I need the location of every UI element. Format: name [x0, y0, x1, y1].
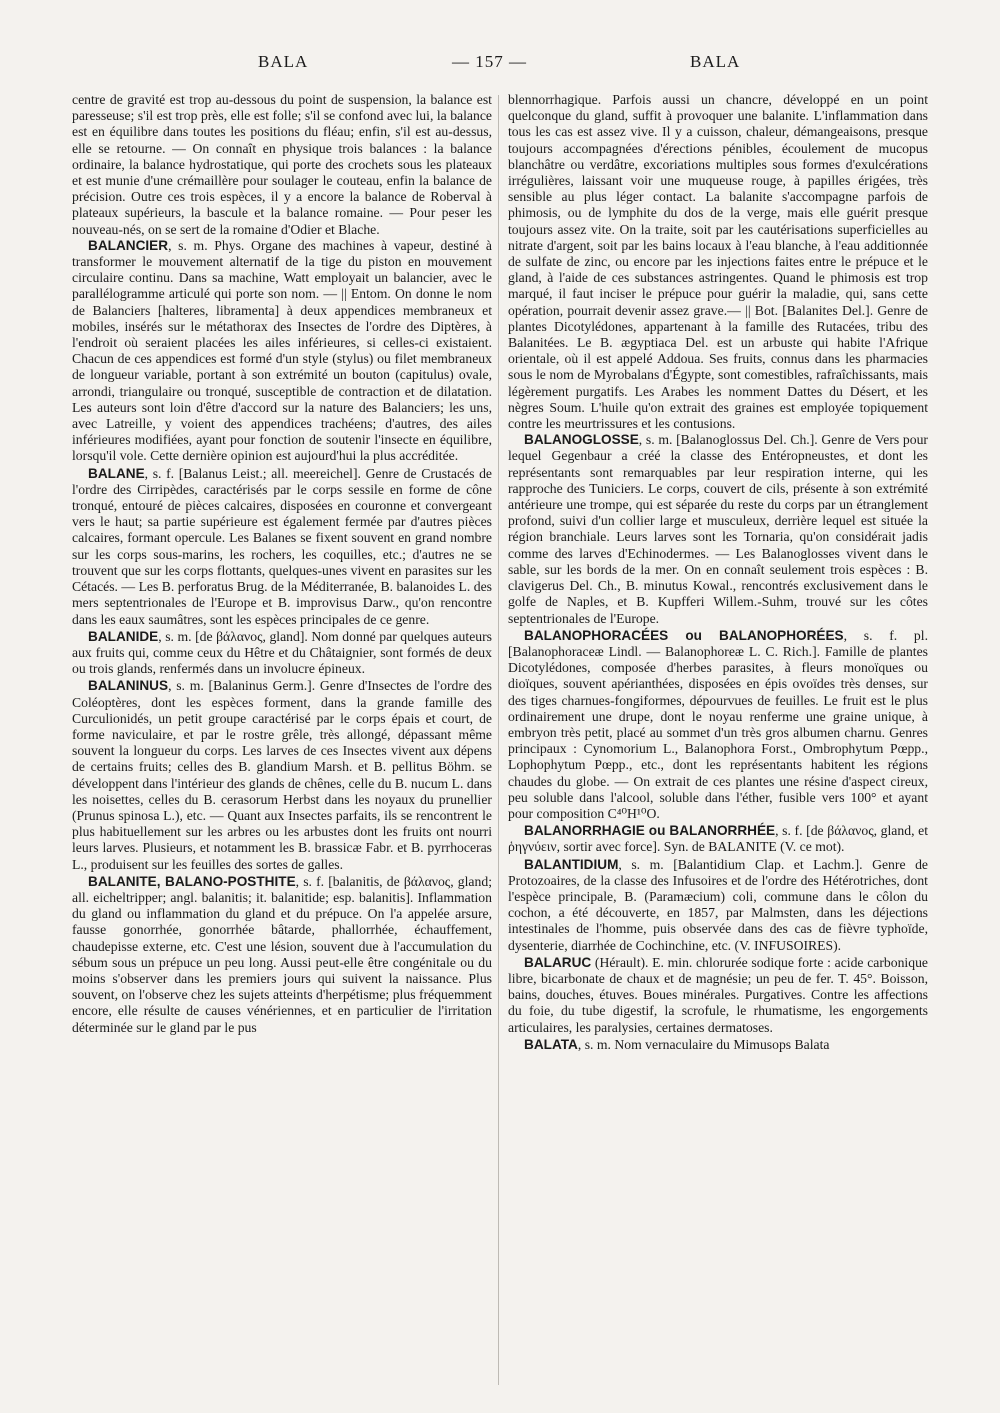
right-column [508, 92, 928, 1387]
entry-balata [508, 1037, 928, 1053]
entry-balanorrhagie [508, 823, 928, 855]
headword: BALANE [88, 465, 145, 481]
definition: , s. m. [Balaninus Germ.]. Genre d'Insectes de l'ordre des Coléoptères, dont les espèces forment, dans la grande famille des Curculionidés, un petit groupe caractérisé par le corps épais et court, de forme naviculaire, et par le rostre grêle, très allongé, dépassant même souvent la longueur du corps. Les larves de ces Insectes vivent aux dépens de certains fruits; celles des B. glandium Marsh. et B. pellitus Böhm. se développent dans l'intérieur des glands de chênes, celle du B. nucum L. dans les noisettes, celles du B. cerasorum Herbst dans les noyaux du prunellier (Prunus spinosa L.), etc. — Quant aux Insectes parfaits, ils se rencontrent le plus habituellement sur les arbres ou les arbustes dont les fruits ont nourri leurs larves. Plusieurs, et notamment les B. brassicæ Fabr. et B. pyrrhoceras L., produisent sur les feuilles des sortes de galles. [72, 678, 492, 872]
headword: BALANOGLOSSE [524, 432, 639, 448]
headword: BALANOPHORACÉES ou BALANOPHORÉES [524, 627, 844, 643]
entry-balane [72, 466, 492, 628]
entry-balaruc [508, 955, 928, 1036]
entry-balancier [72, 238, 492, 465]
entry-balanophoracees [508, 628, 928, 822]
definition: , s. m. [de βάλανος, gland]. Nom donné par quelques auteurs aux fruits qui, comme ceux du Hêtre et du Châtaignier, sont formés de deux ou trois glands, renfermés dans un involucre épineux. [72, 628, 492, 677]
page-header [70, 52, 940, 82]
entry-balanoglosse [508, 432, 928, 626]
headword: BALANINUS [88, 678, 169, 694]
headword: BALANCIER [88, 237, 169, 253]
running-head-left: BALA [258, 52, 309, 71]
definition: , s. f. [Balanus Leist.; all. meereichel]. Genre de Crustacés de l'ordre des Cirripèdes, caractérisés par le corps sessile en forme de cône tronqué, entouré de pièces calcaires, disposées en couronne et convergeant vers le haut; sa partie supérieure est également fermée par d'autres pièces calcaires, formant opercule. Les Balanes se fixent souvent en grand nombre sur les corps sous-marins, les rochers, les coquilles, etc.; d'autres ne se trouvent que sur les corps flottants, quelques-unes vivent en parasites sur les Cétacés. — Les B. perforatus Brug. de la Méditerranée, B. balanoides L. des mers septentrionales de l'Europe et B. improvisus Darw., qu'on rencontre dans les eaux saumâtres, sont les espèces principales de ce genre. [72, 465, 492, 627]
left-column [72, 92, 492, 1387]
definition: , s. f. [de βάλανος, gland, et ῥηγνύειν, sortir avec force]. Syn. de BALANITE (V. ce mot). [508, 823, 928, 855]
headword: BALANITE, BALANO-POSTHITE [88, 873, 296, 889]
entry-balanide [72, 629, 492, 678]
column-divider [498, 95, 499, 1385]
definition: , s. m. [Balanoglossus Del. Ch.]. Genre de Vers pour lequel Gegenbaur a créé la classe des Entéropneustes, et dont les représentants sont remarquables par leur respiration interne, qui les rapproche des Tuniciers. Le corps, couvert de cils, présente à son extrémité antérieure une trompe, qui est séparée du reste du corps par un étranglement profond, suivi d'un collier large et musculeux, derrière lequel est située la région branchiale. Leurs larves sont les Tornaria, qu'on considérait jadis comme des larves d'Echinodermes. — Les Balanoglosses vivent dans le sable, sur les bords de la mer. On en connaît seulement trois espèces : B. clavigerus Del. Ch., B. minutus Kowal., rencontrés exclusivement dans le golfe de Naples, et B. Kupfferi Willem.-Suhm, trouvé sur les côtes septentrionales de l'Europe. [508, 432, 928, 626]
definition: (Hérault). E. min. chlorurée sodique forte : acide carbonique libre, bicarbonate de chaux et de magnésie; un peu de fer. T. 45°. Boisson, bains, douches, étuves. Boues minérales. Purgatives. Contre les affections du foie, du tube digestif, la scrofule, le rhumatisme, les engorgements articulaires, les paralysies, certaines dermatoses. [508, 954, 928, 1035]
headword: BALATA [524, 1036, 578, 1052]
page-number: — 157 — [452, 52, 527, 71]
headword: BALARUC [524, 954, 592, 970]
headword: BALANORRHAGIE ou BALANORRHÉE [524, 823, 776, 839]
headword: BALANTIDIUM [524, 856, 619, 872]
definition: , s. m. Phys. Organe des machines à vapeur, destiné à transformer le mouvement alternatif de la tige du piston en mouvement circulaire continu. Dans sa machine, Watt employait un balancier, avec le parallélogramme articulé qui porte son nom. — || Entom. On donne le nom de Balanciers [halteres, libramenta] à deux appendices membraneux et mobiles, insérés sur le métathorax des Insectes de l'ordre des Diptères, à l'endroit où seraient placées les ailes inférieures, si celles-ci existaient. Chacun de ces appendices est formé d'un style (stylus) ou filet membraneux de longueur variable, portant à son extrémité un bouton (capitulus) ovale, arrondi, triangulaire ou tronqué, susceptible de contraction et de dilatation. Les auteurs sont loin d'être d'accord sur la nature des Balanciers; les uns, avec Latreille, y voient des appendices trachéens; d'autres, des ailes inférieures modifiées, ayant pour fonction de soutenir l'insecte en équilibre, lorsqu'il vole. Cette dernière opinion est aujourd'hui la plus accréditée. [72, 237, 492, 464]
definition: , s. m. Nom vernaculaire du Mimusops Balata [577, 1036, 830, 1052]
definition: , s. m. [Balantidium Clap. et Lachm.]. Genre de Protozoaires, de la classe des Infusoires et de l'ordre des Hétérotriches, dont l'espèce principale, B. (Paramæcium) coli, commune dans le côlon du cochon, a été découverte, en 1857, par Malmsten, dans les déjections intestinales de l'homme, puis observée dans des cas de fièvre typhoïde, dysenterie, diarrhée de Cochinchine, etc. (V. INFUSOIRES). [508, 856, 928, 953]
entry-balaninus [72, 678, 492, 872]
continued-text: centre de gravité est trop au-dessous du point de suspension, la balance est paresseuse; s'il est trop près, elle est folle; s'il se confond avec lui, la balance est en équilibre dans toutes les positions du fléau; enfin, s'il est au-dessus, elle se retourne. — On connaît en physique trois balances : la balance ordinaire, la balance hydrostatique, qui porte des crochets sous les plateaux et est munie d'une crémaillère pour soulager le couteau, enfin la balance de précision. Outre ces trois espèces, il y a encore la balance de Roberval à plateaux supérieurs, la bascule et la balance romaine. — Pour peser les nouveau-nés, on se sert de la romaine d'Odier et Blache. [72, 92, 492, 237]
continued-text: blennorrhagique. Parfois aussi un chancre, développé en un point quelconque du gland, suffit à provoquer une balanite. L'inflammation dans tous les cas est assez vive. Il y a cuisson, chaleur, démangeaisons, presque toujours accompagnées d'érections pénibles, écoulement de mucopus blanchâtre ou verdâtre, excoriations multiples sous formes d'exulcérations irrégulières, laissant voir une muqueuse rouge, à papilles érigées, très sensible au plus léger contact. La balanite s'accompagne parfois de phimosis, ou de lymphite du dos de la verge, mais elle guérit presque toujours assez vite. On la traite, soit par les cautérisations superficielles au nitrate d'argent, soit par les bains locaux à l'eau blanche, à l'eau additionnée de sulfate de zinc, ou encore par les injections faites entre le prépuce et le gland, à l'aide de ces substances astringentes. Quand le phimosis est trop marqué, il faut inciser le prépuce pour guérir la maladie, qui, sans cette opération, pourrait devenir assez grave.— || Bot. [Balanites Del.]. Genre de plantes Dicotylédones, appartenant à la famille des Rutacées, tribu des Balanitées. Le B. ægyptiaca Del. est un arbuste qui habite l'Afrique orientale, où il est appelé Addoua. Ses fruits, connus dans les pharmacies sous le nom de Myrobalans d'Égypte, sont comestibles, rafraîchissants, mais légèrement purgatifs. Les Arabes les nomment Dattes du Désert, et les nègres Soum. L'huile qu'on extrait des graines est employée topiquement contre les meurtrissures et les contusions. [508, 92, 928, 432]
entry-balanite [72, 874, 492, 1036]
headword: BALANIDE [88, 628, 159, 644]
entry-balantidium [508, 857, 928, 954]
definition: , s. f. [balanitis, de βάλανος, gland; all. eicheltripper; angl. balanitis; it. balanitide; esp. balanitis]. Inflammation du gland ou inflammation du gland et du prépuce. On l'a appelée arsure, fausse gonorrhée, gonorrhée bâtarde, phallorrhée, échauffement, chaudepisse externe, etc. C'est une lésion, souvent due à l'accumulation du sébum sous un prépuce un peu long. Aussi peut-elle être congénitale ou du moins s'observer dans les premiers jours qui suivent la naissance. Plus souvent, on l'observe chez les sujets atteints d'herpétisme; plus fréquemment encore, elle résulte de causes vénériennes, et en particulier de l'irritation déterminée sur le gland par le pus [72, 873, 492, 1035]
definition: , s. f. pl. [Balanophoraceæ Lindl. — Balanophoreæ L. C. Rich.]. Famille de plantes Dicotylédones, composée d'herbes parasites, à fleurs monoïques ou dioïques, souvent apérianthées, disposées en épis ovoïdes très denses, sur des tiges charnues-fongiformes, dépourvues de feuilles. Le fruit est le plus ordinairement une drupe, dont le noyau renferme une graine unique, à embryon très petit, placé au sommet d'un très gros albumen charnu. Genres principaux : Cynomorium L., Balanophora Forst., Ombrophytum Pœpp., Lophophytum Pœpp., etc., dont les représentants habitent les régions chaudes du globe. — On extrait de ces plantes une résine d'aspect cireux, peu soluble dans l'alcool, soluble dans l'éther, fusible vers 100° et ayant pour composition C⁴⁰H¹⁰O. [508, 627, 928, 821]
running-head-right: BALA [690, 52, 741, 71]
